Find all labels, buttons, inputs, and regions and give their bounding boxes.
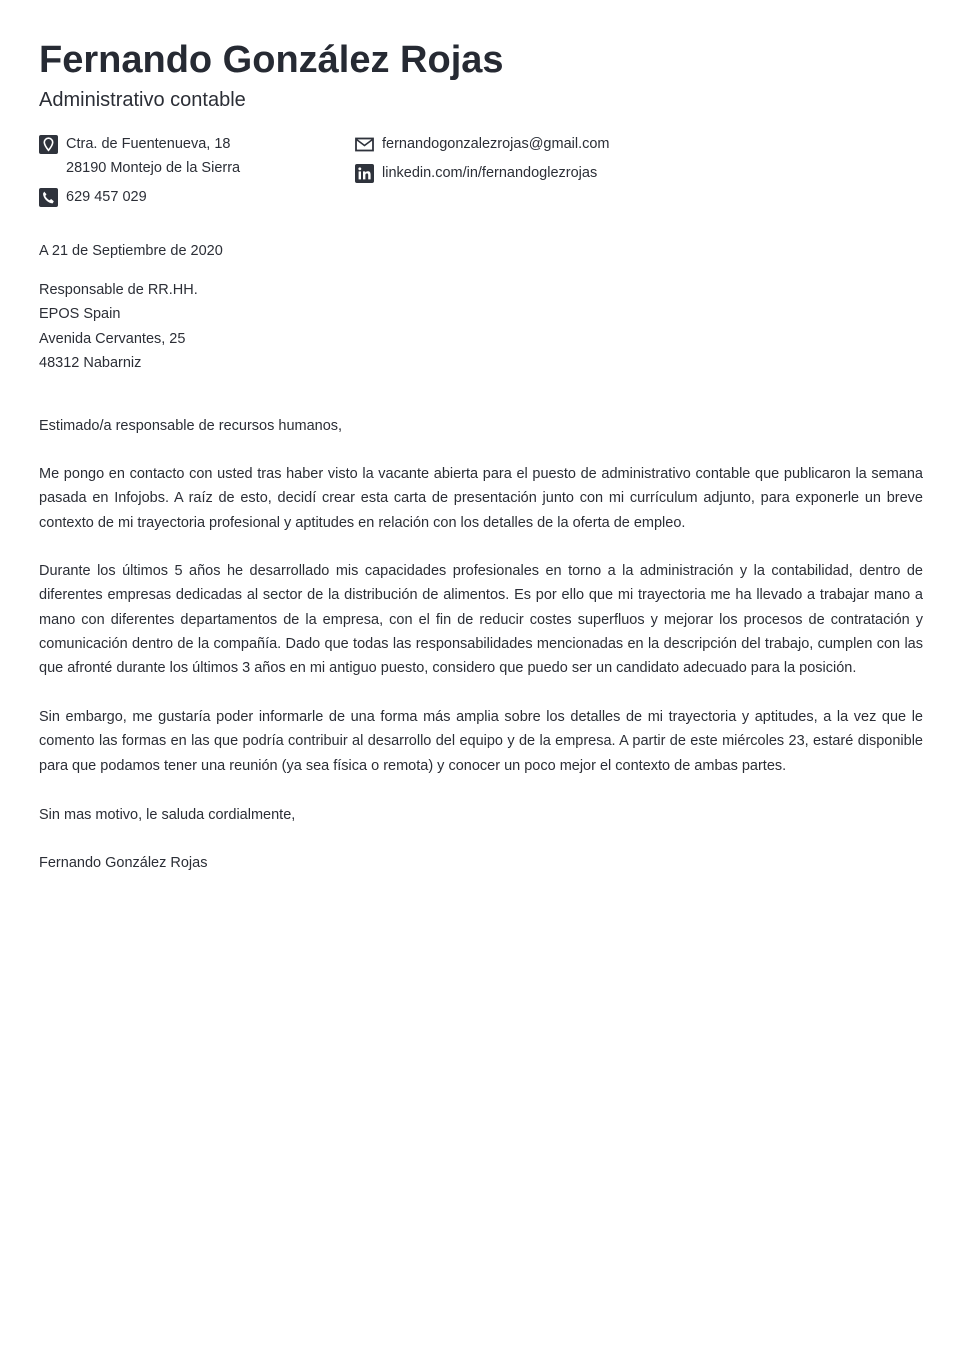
signature-name: Fernando González Rojas — [39, 855, 208, 871]
address-line-1: Ctra. de Fuentenueva, 18 — [66, 136, 231, 152]
letter-date: A 21 de Septiembre de 2020 — [39, 243, 223, 259]
body-paragraph: Sin embargo, me gustaría poder informarle de una forma más amplia sobre los detalles de mi trayectoria y aptitudes, a la vez que le comento las formas en las que podría contribuir al desarrollo del equipo y de la empresa. A partir de este miércoles 23, estaré disponible para que podamos tener una reunión (ya sea física o remota) y conocer un poco mejor el contexto de ambas partes. — [39, 709, 923, 774]
linkedin-url: linkedin.com/in/fernandoglezrojas — [382, 165, 598, 181]
email-address: fernandogonzalezrojas@gmail.com — [382, 136, 610, 152]
contact-address — [39, 132, 339, 182]
job-title: Administrativo contable — [39, 89, 246, 111]
contact-email[interactable] — [355, 132, 675, 156]
recipient-address — [39, 278, 923, 375]
body-paragraph: Durante los últimos 5 años he desarrollado mis capacidades profesionales en torno a la administración y la contabilidad, dentro de diferentes empresas dedicadas al sector de la distribución de alimentos. Es por ello que mi trayectoria me ha llevado a trabajar mano a mano con diferentes departamentos de la empresa, con el fin de reducir costes superfluos y mejorar los procesos de contratación y comunicación dentro de la compañía. Dado que todas las responsabilidades mencionadas en la descripción del trabajo, cumplen con las que afronté durante los últimos 3 años en mi antiguo puesto, considero que puedo ser un candidato adecuado para la posición. — [39, 563, 923, 677]
applicant-name: Fernando González Rojas — [39, 39, 504, 81]
linkedin-icon — [355, 164, 374, 183]
contact-linkedin[interactable] — [355, 161, 675, 185]
closing: Sin mas motivo, le saluda cordialmente, — [39, 807, 296, 823]
email-icon — [355, 135, 374, 154]
address-line-2: 28190 Montejo de la Sierra — [66, 160, 241, 176]
location-icon — [39, 135, 58, 154]
recipient-line: EPOS Spain — [39, 306, 121, 323]
recipient-line: Avenida Cervantes, 25 — [39, 330, 186, 347]
phone-icon — [39, 188, 58, 207]
body-paragraph: Me pongo en contacto con usted tras haber visto la vacante abierta para el puesto de administrativo contable que publicaron la semana pasada en Infojobs. A raíz de esto, decidí crear esta carta de presentación junto con mi currículum adjunto, para exponerle un breve contexto de mi trayectoria profesional y aptitudes en relación con los detalles de la oferta de empleo. — [39, 466, 923, 531]
greeting: Estimado/a responsable de recursos humanos, — [39, 418, 343, 434]
recipient-line: Responsable de RR.HH. — [39, 282, 198, 298]
contact-phone — [39, 185, 339, 209]
recipient-line: 48312 Nabarniz — [39, 354, 142, 371]
phone-number: 629 457 029 — [66, 189, 147, 205]
